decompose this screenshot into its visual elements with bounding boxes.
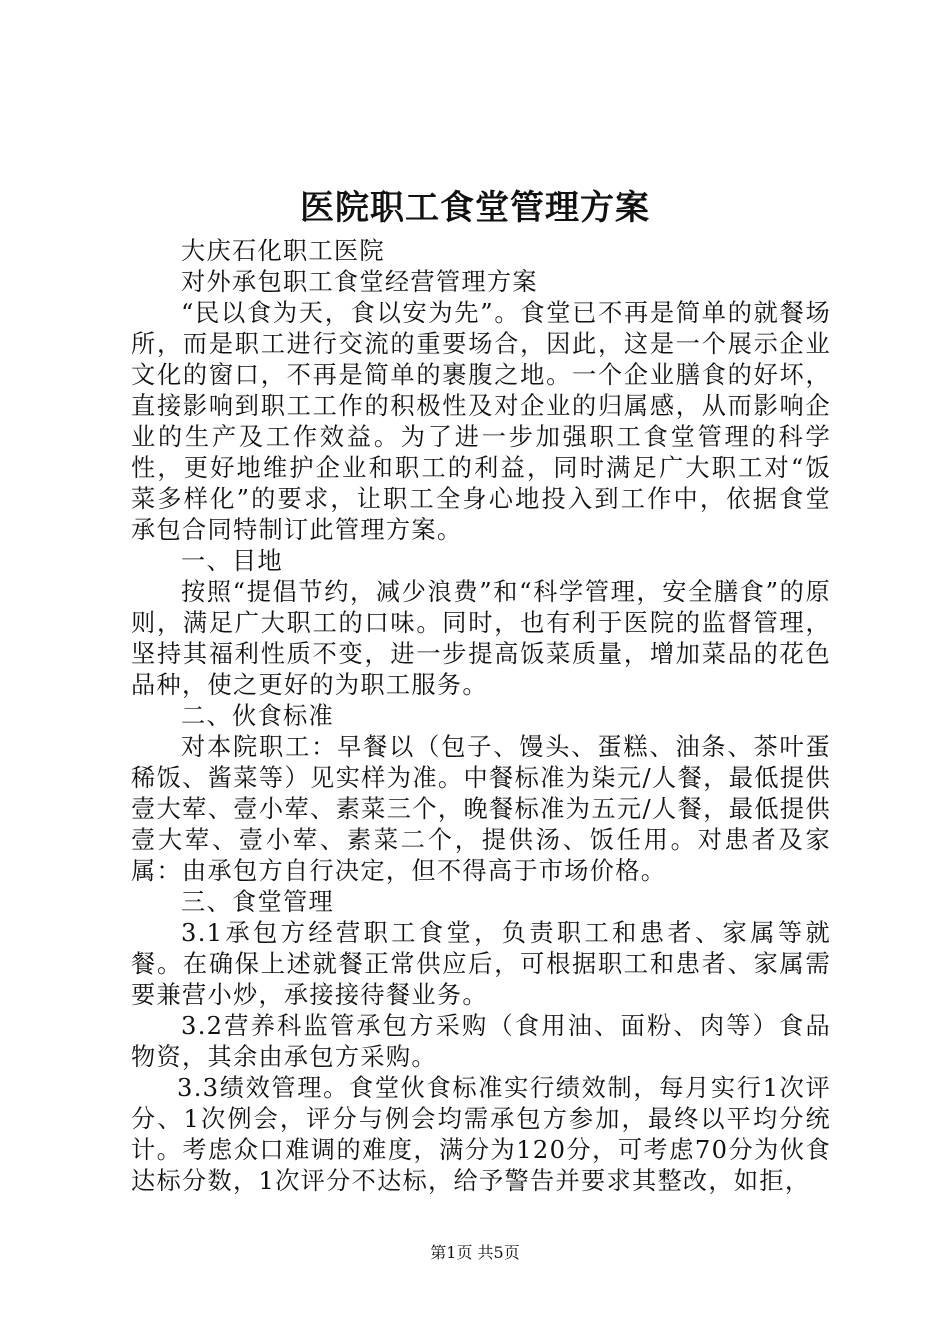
paragraph-hospital-name: 大庆石化职工医院 bbox=[181, 237, 385, 265]
paragraph-plan-name: 对外承包职工食堂经营管理方案 bbox=[181, 268, 538, 296]
paragraph-meal-standard: 对本院职工：早餐以（包子、馒头、蛋糕、油条、茶叶蛋稀饭、酱菜等）见实样为准。中餐标准为柒元/人餐，最低提供壹大荤、壹小荤、素菜三个，晚餐标准为五元/人餐，最低提供壹大荤、壹小荤、素菜二个，提供汤、饭任用。对患者及家属：由承包方自行决定，但不得高于市场价格。 bbox=[131, 733, 831, 885]
document-title: 医院职工食堂管理方案 bbox=[300, 188, 650, 228]
paragraph-clause-3-2: 3.2营养科监管承包方采购（食用油、面粉、肉等）食品物资，其余由承包方采购。 bbox=[131, 1012, 831, 1071]
paragraph-purpose: 按照“提倡节约，减少浪费”和“科学管理，安全膳食”的原则，满足广大职工的口味。同时，也有利于医院的监督管理，坚持其福利性质不变，进一步提高饭菜质量，增加菜品的花色品种，使之更好的为职工服务。 bbox=[131, 578, 831, 699]
section-heading-canteen-management: 三、食堂管理 bbox=[181, 888, 334, 916]
section-heading-purpose: 一、目地 bbox=[181, 547, 283, 575]
document-body bbox=[131, 236, 831, 1197]
paragraph-clause-3-1: 3.1承包方经营职工食堂，负责职工和患者、家属等就餐。在确保上述就餐正常供应后，可根据职工和患者、家属需要兼营小炒，承接接待餐业务。 bbox=[131, 919, 831, 1009]
paragraph-introduction: “民以食为天，食以安为先”。食堂已不再是简单的就餐场所，而是职工进行交流的重要场合，因此，这是一个展示企业文化的窗口，不再是简单的裹腹之地。一个企业膳食的好坏，直接影响到职工工作的积极性及对企业的归属感，从而影响企业的生产及工作效益。为了进一步加强职工食堂管理的科学性，更好地维护企业和职工的利益，同时满足广大职工对“饭菜多样化”的要求，让职工全身心地投入到工作中，依据食堂承包合同特制订此管理方案。 bbox=[131, 299, 831, 544]
section-heading-meal-standard: 二、伙食标准 bbox=[181, 702, 334, 730]
paragraph-clause-3-3: 3.3绩效管理。食堂伙食标准实行绩效制，每月实行1次评分、1次例会，评分与例会均需承包方参加，最终以平均分统计。考虑众口难调的难度，满分为120分，可考虑70分为伙食达标分数，1次评分不达标，给予警告并要求其整改，如拒， bbox=[131, 1074, 831, 1195]
page-footer: 第1页 共5页 bbox=[430, 1243, 520, 1262]
